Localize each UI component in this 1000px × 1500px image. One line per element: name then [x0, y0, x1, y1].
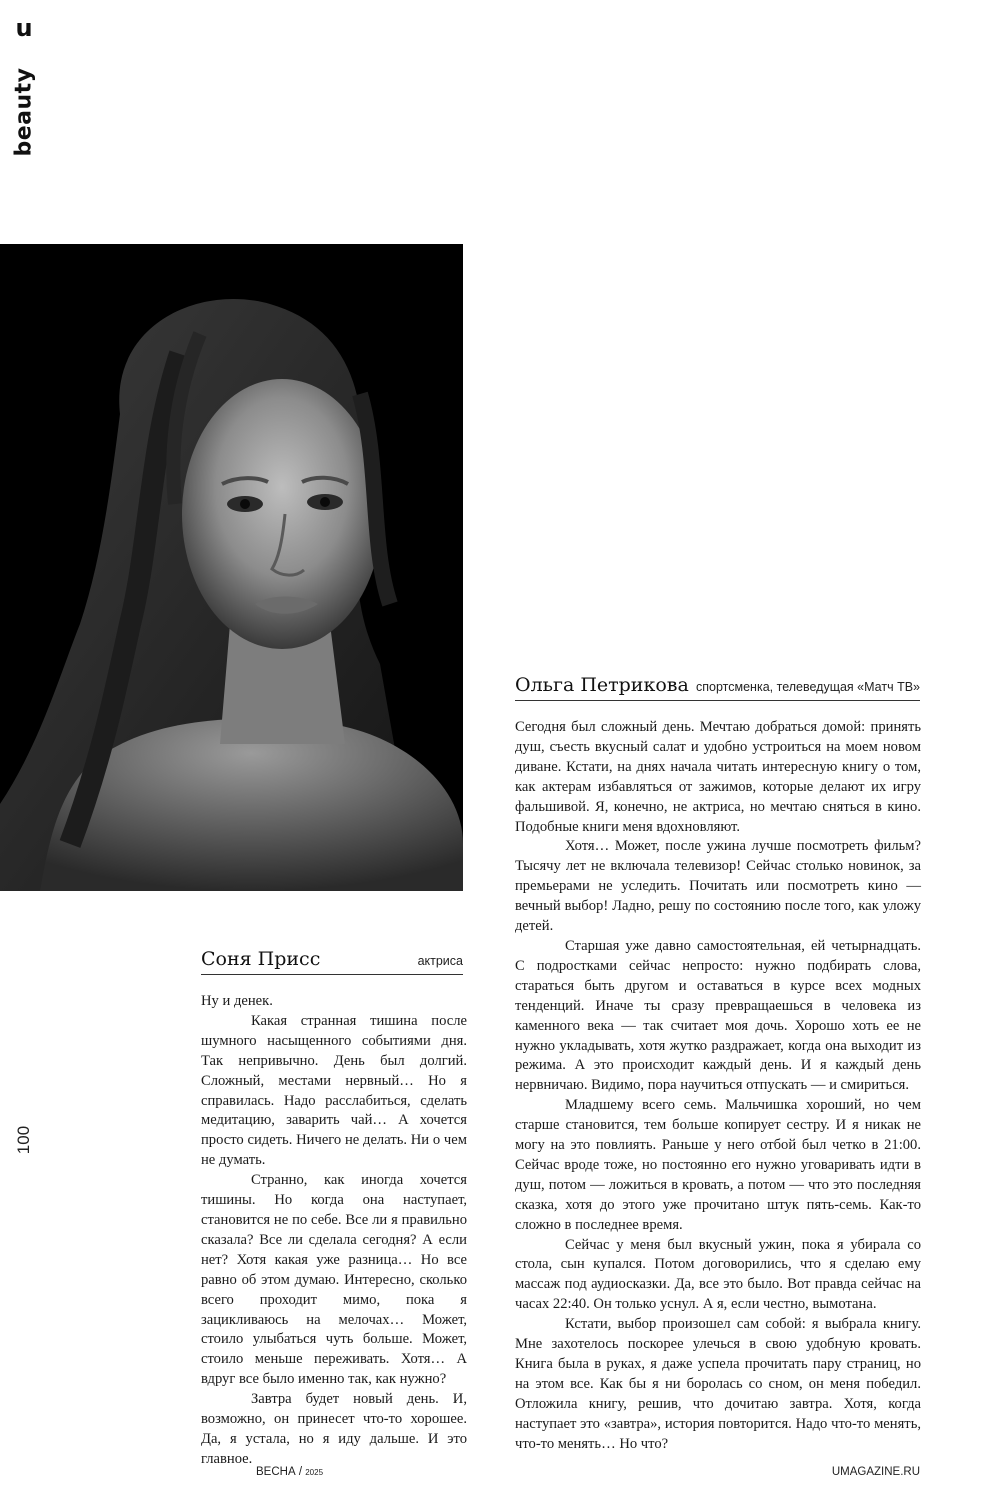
author-role: спортсменка, телеведущая «Матч ТВ»	[696, 680, 920, 694]
article-column-left	[201, 992, 467, 1470]
footer-issue	[256, 1466, 323, 1478]
magazine-logo: u	[15, 14, 33, 42]
paragraph: Завтра будет новый день. И, возможно, он принесет что-то хорошее. Да, я устала, но я иду дальше. И это главное.	[201, 1391, 467, 1467]
footer-site: UMAGAZINE.RU	[831, 1466, 920, 1478]
author-role: актриса	[417, 954, 463, 968]
page-number-text: 100	[14, 1125, 33, 1155]
footer-issue-label: ВЕСНА /	[256, 1466, 303, 1478]
author-name: Соня Присс	[201, 948, 321, 970]
paragraph: Кстати, выбор произошел сам собой: я выбрала книгу. Мне захотелось поскорее улечься в свою удобную кровать. Книга была в руках, я даже успела прочитать пару страниц, но на этом все. Как бы я ни боролась со сном, он меня победил. Отложила книгу, решив, что дочитаю завтра. Хотя, когда наступает это «завтра», история повторится. Надо что-то менять, что-то менять… Но что?	[515, 1316, 921, 1452]
paragraph: Странно, как иногда хочется тишины. Но когда она наступает, становится не по себе. Все ли я правильно сказала? Все ли сделала сегодня? А если нет? Хотя какая уже разница… Но все равно об этом думаю. Интересно, сколько всего проходит мимо, пока я зацикливаюсь на мелочах… Может, стоило улыбаться чуть больше. Может, стоило меньше переживать. Хотя… А вдруг все было именно так, как нужно?	[201, 1172, 467, 1388]
section-label-text: beauty	[11, 67, 37, 157]
portrait-photo	[0, 244, 463, 891]
paragraph: Сейчас у меня был вкусный ужин, пока я убирала со стола, сын купался. Потом договорились, что я сделаю ему массаж под аудиосказки. Да, все это было. Вот правда сейчас на часах 22:40. Он только уснул. А я, если честно, вымотана.	[515, 1236, 921, 1313]
paragraph: Сегодня был сложный день. Мечтаю добраться домой: принять душ, съесть вкусный салат и удобно устроиться на моем новом диване. Кстати, на днях начала читать интересную книгу о том, как актерам избавляться от зажимов, которые делают их игру фальшивой. Я, конечно, не актриса, но мечтаю сняться в кино. Подобные книги меня вдохновляют.	[515, 719, 921, 835]
paragraph: Ну и денек.	[201, 993, 273, 1009]
paragraph: Какая странная тишина после шумного насыщенного событиями дня. Так непривычно. День был долгий. Сложный, местами нервный… Но я справилась. Надо расслабиться, сделать медитацию, заварить чай… А хочется просто сидеть. Ничего не делать. Ни о чем не думать.	[201, 1012, 467, 1169]
article-column-right	[515, 718, 921, 1455]
footer-year: 2025	[305, 1468, 324, 1477]
author-byline-left	[201, 948, 463, 975]
author-name: Ольга Петрикова	[515, 674, 689, 696]
portrait-illustration	[0, 244, 463, 891]
author-byline-right	[515, 674, 920, 701]
paragraph: Старшая уже давно самостоятельная, ей четырнадцать. С подростками сейчас непросто: нужно подбирать слова, стараться быть другом и оставаться в курсе всех модных тенденций. Иначе ты сразу превращаешься в человека из каменного века — так считает моя дочь. Хорошо хоть ее не нужно укладывать, хотя жутко раздражает, когда она выходит из режима. А это происходит каждый день. И я каждый день нервничаю. Видимо, пора научиться отпускать — и смириться.	[515, 937, 921, 1094]
paragraph: Хотя… Может, после ужина лучше посмотреть фильм? Тысячу лет не включала телевизор! Сейчас столько новинок, за премьерами не уследить. Почитать или посмотреть кино — вечный выбор! Ладно, решу по состоянию после того, как уложу детей.	[515, 838, 921, 935]
paragraph: Младшему всего семь. Мальчишка хороший, но чем старше становится, тем больше копирует сестру. И я никак не могу на это повлиять. Раньше у него отбой был четко в 21:00. Сейчас вроде тоже, но постоянно его нужно уговаривать идти в душ, потом — ложиться в кровать, а потом — что это последняя сказка, хотя до этого уже прочитано штук пять-семь. Как-то сложно в последнее время.	[515, 1097, 921, 1233]
